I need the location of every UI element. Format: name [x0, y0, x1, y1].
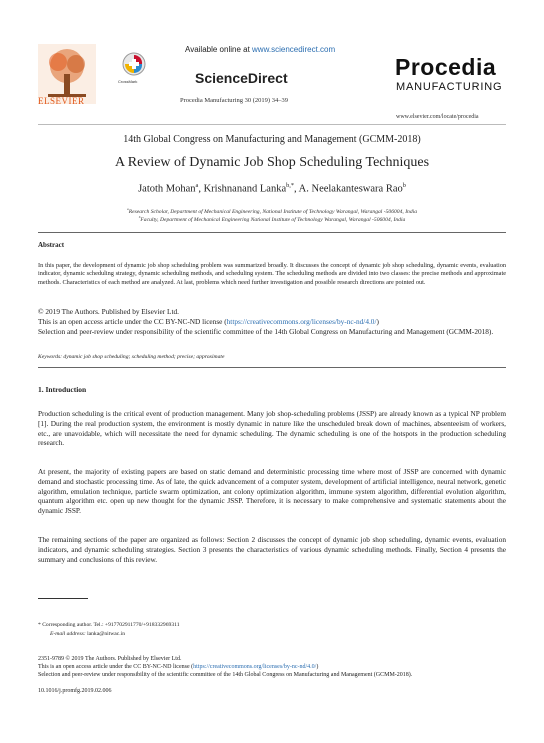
- affiliation-mark: a: [127, 207, 129, 211]
- available-online: [185, 45, 335, 54]
- paper-title: A Review of Dynamic Job Shop Scheduling Techniques: [114, 155, 430, 170]
- footnote-email: [50, 631, 125, 637]
- sciencedirect-title: ScienceDirect: [195, 70, 288, 86]
- license-suffix: ): [376, 317, 379, 326]
- header-divider: [38, 124, 506, 125]
- crossmark-icon[interactable]: [122, 52, 146, 76]
- keywords: Keywords: dynamic job shop scheduling; scheduling method; precise; approximate: [38, 354, 225, 360]
- footnote-rule: [38, 598, 88, 599]
- affiliation-text: Research Scholar, Department of Mechanical Engineering, National Institute of Technology Warangal, Warangal -506004, India: [128, 208, 417, 215]
- intro-paragraph-1: Production scheduling is the critical event of production management. Many job shop-scheduling problems (JSSP) are already known as a typical NP problem [1]. During the real production system, the environment is mostly dynamic in nature like the unscheduled break down of machines, absenteeism of workers, etc., are unavoidable, which will necessitate the need for dynamic scheduling. The dynamic scheduling is one of the hotspots in the production scheduling research.: [38, 409, 506, 448]
- author-affiliation-mark: a: [195, 182, 199, 189]
- elsevier-tree-logo: [38, 44, 96, 104]
- abstract-top-rule: [38, 232, 506, 233]
- section-heading-introduction: 1. Introduction: [38, 385, 87, 394]
- journal-citation: Procedia Manufacturing 30 (2019) 34–39: [180, 97, 288, 104]
- intro-paragraph-3: The remaining sections of the paper are organized as follows: Section 2 discusses the concept of dynamic job shop scheduling, dynamic events, evaluation indicators, and dynamic scheduling strategies. Section 3 presents the characteristics of various dynamic scheduling methods. Finally, Section 4 presents the summary and conclusions of this review.: [38, 535, 506, 564]
- license-suffix: ): [316, 664, 319, 670]
- abstract-license: [38, 317, 506, 327]
- bottom-peer-review: Selection and peer-review under responsibility of the scientific committee of the 14th Global Congress on Manufacturing and Management (GCMM-2018).: [38, 672, 413, 678]
- author-affiliation-mark: b: [402, 182, 406, 189]
- conference-name: 14th Global Congress on Manufacturing and Management (GCMM-2018): [123, 134, 421, 145]
- author-name: Jatoth Mohan: [138, 183, 196, 195]
- license-link[interactable]: https://creativecommons.org/licenses/by-nc-nd/4.0/: [193, 664, 317, 670]
- email-value[interactable]: lanka@nitwac.in: [85, 631, 126, 637]
- journal-logo-manufacturing: MANUFACTURING: [396, 81, 503, 93]
- abstract-peer-review: Selection and peer-review under responsibility of the scientific committee of the 14th Global Congress on Manufacturing and Management (GCMM-2018).: [38, 327, 494, 336]
- journal-logo-procedia: Procedia: [395, 54, 497, 80]
- abstract-copyright: © 2019 The Authors. Published by Elsevier Ltd.: [38, 307, 179, 316]
- footnote-corresponding: * Corresponding author. Tel.: +917702911770/+918332969311: [38, 622, 180, 628]
- license-prefix: This is an open access article under the CC BY-NC-ND license (: [38, 664, 194, 670]
- abstract-heading: Abstract: [38, 241, 65, 249]
- abstract-body: In this paper, the development of dynamic job shop scheduling problem was summarized broadly. It discusses the concept of dynamic job shop scheduling, dynamic events, evaluation indicator, dynamic scheduling strategy, dynamic scheduling methods, and scheduling system. The scheduling methods are divided into two classes: the precise methods and approximate methods. Characteristics of each method are analyzed. At last, problems which need further investigation and possible research directions are pointed out.: [38, 262, 506, 286]
- author-name: , A. Neelakanteswara Rao: [293, 183, 403, 195]
- doi[interactable]: 10.1016/j.promfg.2019.02.006: [38, 688, 112, 694]
- abstract-bottom-rule: [38, 367, 506, 368]
- crossmark-label: CrossMark: [118, 79, 138, 84]
- affiliation-a: [0, 207, 544, 215]
- affiliation-b: [0, 215, 544, 223]
- issn-line: 2351-9789 © 2019 The Authors. Published by Elsevier Ltd.: [38, 656, 182, 662]
- affiliation-mark: b: [138, 215, 141, 219]
- bottom-license: [38, 664, 508, 672]
- license-link[interactable]: https://creativecommons.org/licenses/by-nc-nd/4.0/: [226, 317, 377, 326]
- intro-paragraph-2: At present, the majority of existing papers are based on static demand and deterministic processing time where most of JSSP are concerned with dynamic demand and stochastic processing time. As of late, the quick advancement of a computer system, development of artificial intelligence, neural network, genetic algorithm, emulation technique, particle swarm optimization, ant colony optimization algorithm, immune system algorithm, differential evolution algorithm, quantum algorithm etc. open up new thought for the dynamic JSSP. Therefore, it is necessary to make comprehensive and systematic statements about the dynamic JSSP.: [38, 467, 506, 516]
- elsevier-wordmark: ELSEVIER: [38, 96, 85, 106]
- available-prefix: Available online at: [185, 45, 253, 54]
- author-affiliation-mark: b,*: [286, 182, 294, 189]
- license-prefix: This is an open access article under the CC BY-NC-ND license (: [38, 317, 227, 326]
- author-name: , Krishnanand Lanka: [198, 183, 287, 195]
- sciencedirect-link[interactable]: www.sciencedirect.com: [252, 45, 336, 54]
- affiliation-text: Faculty, Department of Mechanical Engineering National Institute of Technology Warangal, Warangal -506004, India: [140, 216, 406, 223]
- journal-homepage[interactable]: www.elsevier.com/locate/procedia: [396, 114, 479, 120]
- email-label: E-mail address:: [50, 631, 86, 637]
- author-list: [0, 182, 544, 195]
